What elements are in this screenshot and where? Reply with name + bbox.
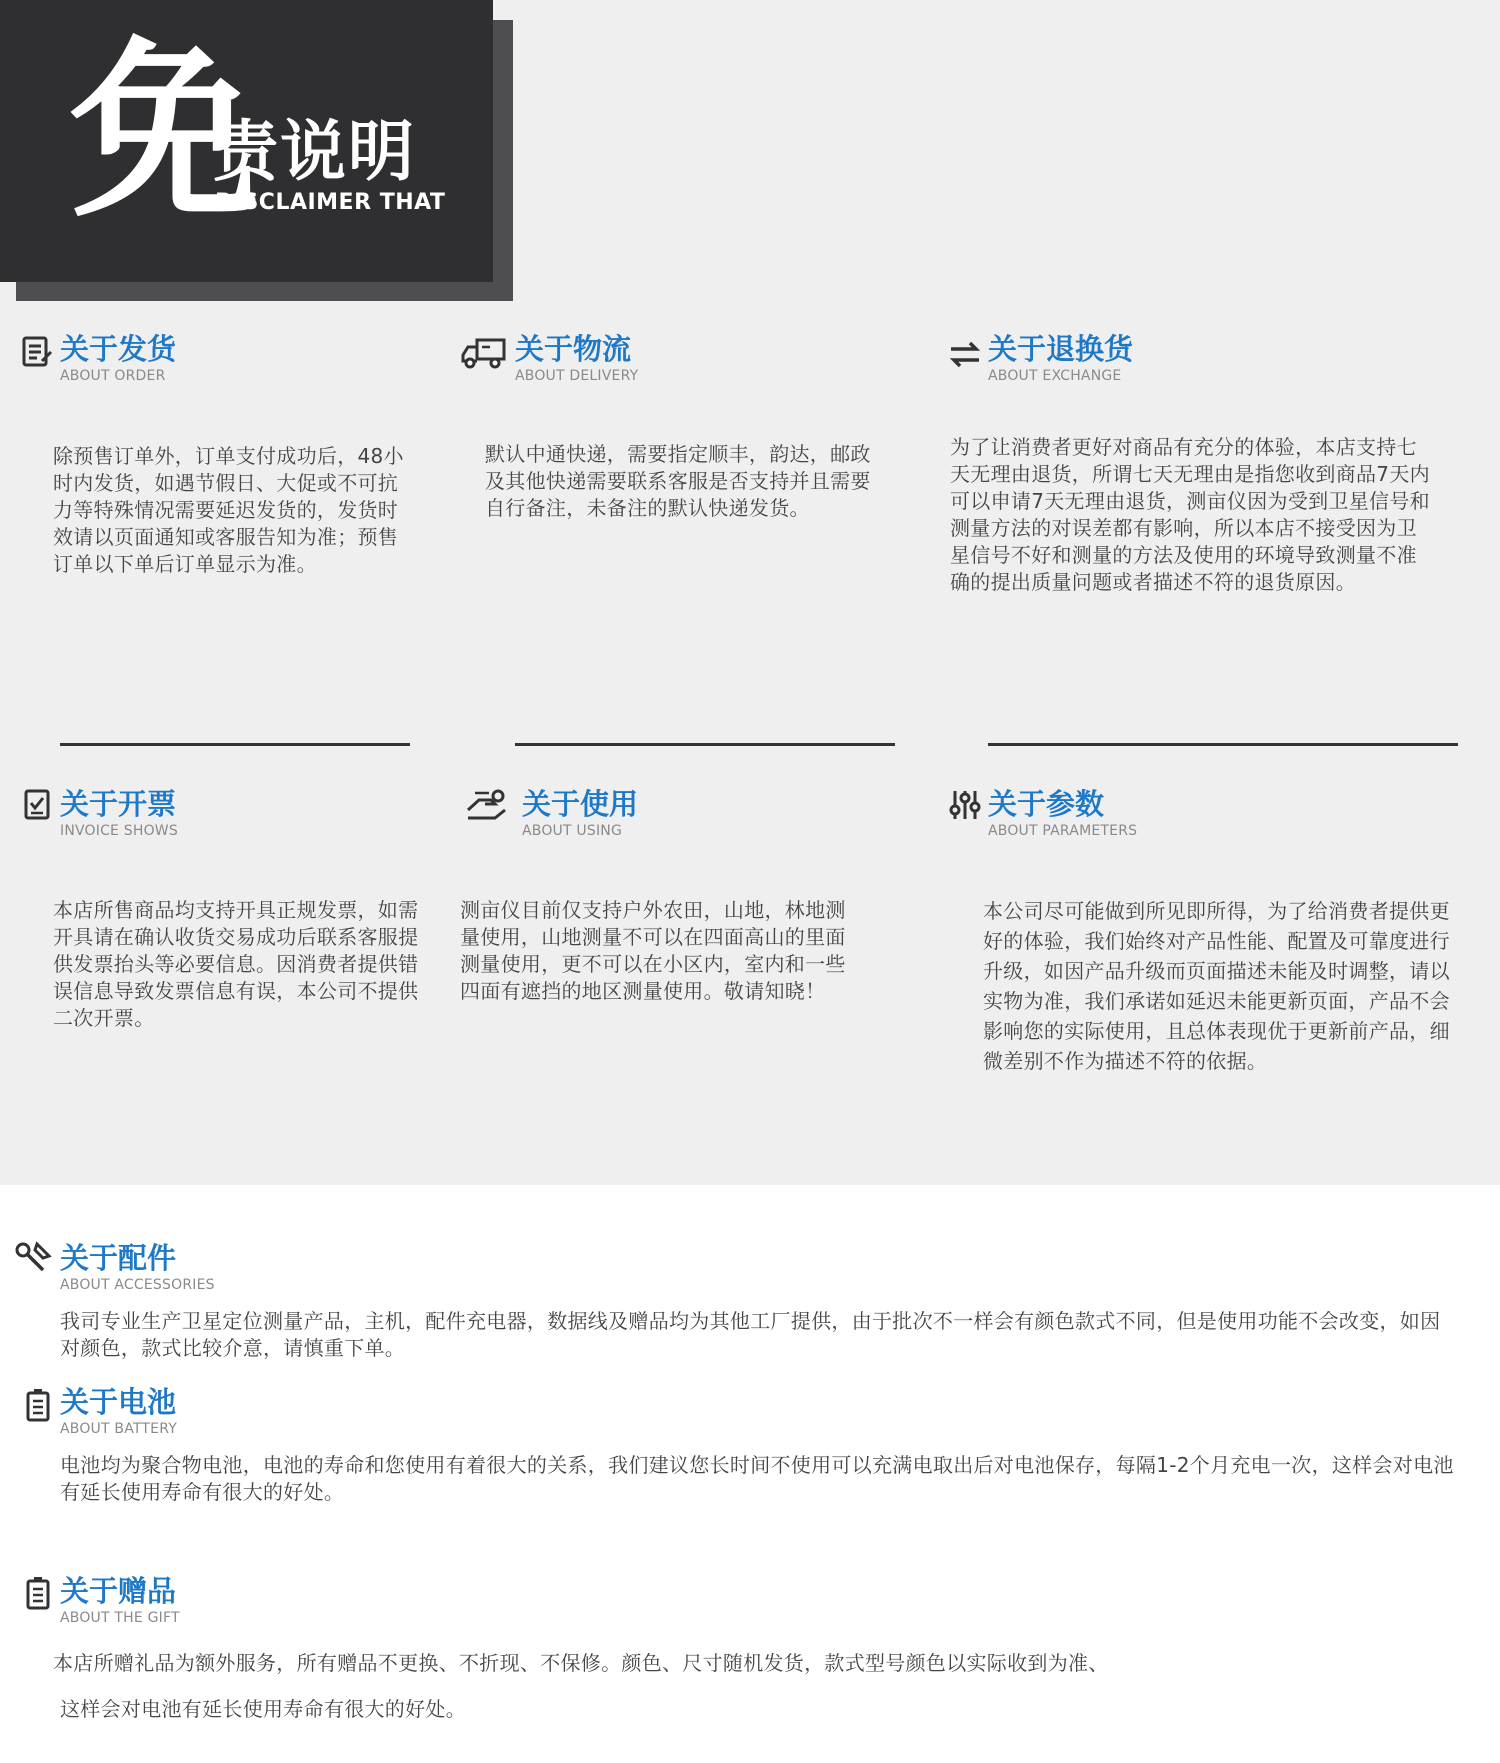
page-subtitle: DISCLAIMER THAT bbox=[215, 190, 446, 215]
section-title-gift: 关于赠品 bbox=[60, 1574, 177, 1608]
section-body-parameters: 本公司尽可能做到所见即所得，为了给消费者提供更好的体验，我们始终对产品性能、配置及可靠度进行升级，如因产品升级而页面描述未能及时调整，请以实物为准，我们承诺如延迟未能更新页面，产品不会影响您的实际使用，且总体表现优于更新前产品，细微差别不作为描述不符的依据。 bbox=[983, 899, 1450, 1073]
section-body-battery: 电池均为聚合物电池，电池的寿命和您使用有着很大的关系，我们建议您长时间不使用可以充满电取出后对电池保存，每隔1-2个月充电一次，这样会对电池有延长使用寿命有很大的好处。 bbox=[60, 1453, 1454, 1504]
section-body-accessories: 我司专业生产卫星定位测量产品，主机，配件充电器，数据线及赠品均为其他工厂提供，由于批次不一样会有颜色款式不同，但是使用功能不会改变，如因对颜色，款式比较介意，请慎重下单。 bbox=[60, 1309, 1441, 1360]
divider bbox=[988, 743, 1458, 746]
wrench-icon bbox=[13, 1240, 53, 1274]
section-title-order: 关于发货 bbox=[60, 332, 177, 366]
divider bbox=[60, 743, 410, 746]
section-subtitle-parameters: ABOUT PARAMETERS bbox=[988, 823, 1138, 839]
section-title-delivery: 关于物流 bbox=[515, 332, 632, 366]
section-title-battery: 关于电池 bbox=[60, 1385, 177, 1419]
page-title: 责说明 bbox=[212, 113, 416, 190]
section-subtitle-gift: ABOUT THE GIFT bbox=[60, 1610, 180, 1626]
section-body-delivery: 默认中通快递，需要指定顺丰，韵达，邮政及其他快递需要联系客服是否支持并且需要自行备注，未备注的默认快递发货。 bbox=[485, 442, 871, 520]
truck-icon bbox=[460, 335, 508, 369]
section-body-using: 测亩仪目前仅支持户外农田，山地，林地测量使用，山地测量不可以在四面高山的里面测量使用，更不可以在小区内，室内和一些四面有遮挡的地区测量使用。敬请知晓！ bbox=[460, 898, 846, 1003]
section-title-accessories: 关于配件 bbox=[60, 1241, 177, 1275]
section-body-exchange: 为了让消费者更好对商品有充分的体验，本店支持七天无理由退货，所谓七天无理由是指您收到商品7天内可以申请7天无理由退货，测亩仪因为受到卫星信号和测量方法的对误差都有影响，所以本店不接受因为卫星信号不好和测量的方法及使用的环境导致测量不准确的提出质量问题或者描述不符的退货原因。 bbox=[950, 435, 1430, 594]
sliders-icon bbox=[948, 788, 982, 822]
banner-big-character: 免 bbox=[70, 21, 251, 242]
section-body-gift-line2: 这样会对电池有延长使用寿命有很大的好处。 bbox=[60, 1697, 466, 1721]
section-title-exchange: 关于退换货 bbox=[988, 332, 1134, 366]
section-body-gift-line1: 本店所赠礼品为额外服务，所有赠品不更换、不折现、不保修。颜色、尺寸随机发货，款式型号颜色以实际收到为准、 bbox=[53, 1651, 1109, 1675]
invoice-icon bbox=[20, 788, 54, 822]
battery-icon bbox=[25, 1576, 51, 1610]
section-title-using: 关于使用 bbox=[522, 787, 639, 821]
section-subtitle-order: ABOUT ORDER bbox=[60, 368, 166, 384]
section-subtitle-accessories: ABOUT ACCESSORIES bbox=[60, 1277, 215, 1293]
document-list-icon bbox=[20, 335, 54, 369]
section-subtitle-invoice: INVOICE SHOWS bbox=[60, 823, 178, 839]
section-subtitle-battery: ABOUT BATTERY bbox=[60, 1421, 177, 1437]
header-banner bbox=[0, 0, 493, 282]
section-subtitle-exchange: ABOUT EXCHANGE bbox=[988, 368, 1122, 384]
battery-icon bbox=[25, 1388, 51, 1422]
section-title-invoice: 关于开票 bbox=[60, 787, 177, 821]
section-subtitle-using: ABOUT USING bbox=[522, 823, 622, 839]
section-subtitle-delivery: ABOUT DELIVERY bbox=[515, 368, 639, 384]
section-body-invoice: 本店所售商品均支持开具正规发票，如需开具请在确认收货交易成功后联系客服提供发票抬头等必要信息。因消费者提供错误信息导致发票信息有误，本公司不提供二次开票。 bbox=[53, 898, 419, 1030]
exchange-arrows-icon bbox=[948, 338, 982, 372]
usage-hand-icon bbox=[465, 788, 509, 822]
section-body-order: 除预售订单外，订单支付成功后，48小时内发货，如遇节假日、大促或不可抗力等特殊情况需要延迟发货的，发货时效请以页面通知或客服告知为准；预售订单以下单后订单显示为准。 bbox=[53, 444, 404, 576]
divider bbox=[515, 743, 895, 746]
section-title-parameters: 关于参数 bbox=[988, 787, 1105, 821]
